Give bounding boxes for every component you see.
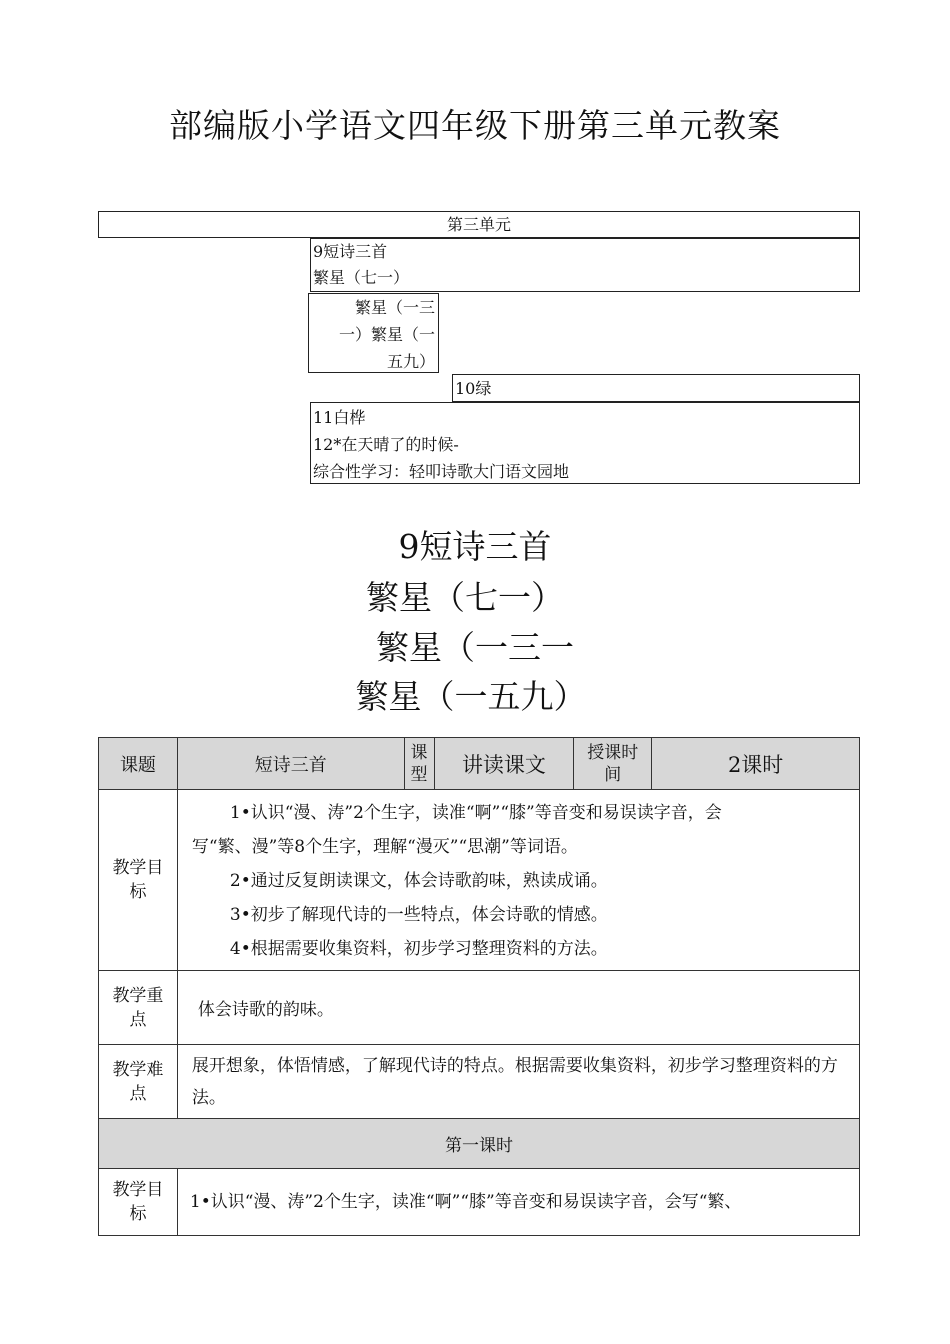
hours-value: 2课时 [652,738,860,790]
goals-label: 教学目 标 [99,790,178,971]
unit-item: 繁星（一三 [354,298,435,317]
document-title: 部编版小学语文四年级下册第三单元教案 [169,106,781,145]
unit-box-more [310,402,860,484]
lesson-plan-table [98,737,860,1236]
first-lesson-heading: 第一课时 [99,1119,860,1169]
lesson1-goal-text: 1•认识“漫、涛”2个生字，读准“啊”“膝”等音变和易误读字音，会写“繁、 [177,1169,859,1236]
goal-line: 1•认识“漫、涛”2个生字，读准“啊”“膝”等音变和易误读字音，会 [229,803,722,823]
difficulty-label: 教学难 点 [99,1045,178,1119]
difficulty-text: 展开想象，体悟情感，了解现代诗的特点。根据需要收集资料，初步学习整理资料的方法。 [177,1045,859,1119]
hours-label: 授课时 间 [574,738,652,790]
type-value: 讲读课文 [434,738,574,790]
lesson-heading-line: 繁星（一五九） [355,677,587,716]
unit-item: 12*在天晴了的时候- [313,435,459,454]
focus-text: 体会诗歌的韵味。 [177,971,859,1045]
unit-item: 11白桦 [313,408,366,427]
lesson-heading-line: 9短诗三首 [398,527,552,566]
lesson-heading-line: 繁星（七一） [366,578,564,617]
unit-item: 综合性学习：轻叩诗歌大门语文园地 [313,462,570,481]
unit-item: 繁星（七一） [313,268,410,287]
unit-box-poems [310,238,860,292]
goal-line: 4•根据需要收集资料，初步学习整理资料的方法。 [229,939,608,959]
unit-box-stars [308,293,439,373]
topic-value: 短诗三首 [177,738,404,790]
type-label: 课 型 [404,738,434,790]
lesson1-goal-label: 教学目 标 [99,1169,178,1236]
lesson-heading-line: 繁星（一三一 [376,628,574,667]
unit-item: 9短诗三首 [313,242,388,261]
goal-line: 写“繁、漫”等8个生字，理解“漫灭”“思潮”等词语。 [191,837,578,857]
unit-box-green: 10绿 [452,374,860,402]
goal-line: 2•通过反复朗读课文，体会诗歌韵味，熟读成诵。 [229,871,608,891]
focus-label: 教学重 点 [99,971,178,1045]
unit-item: 五九） [386,352,435,371]
goal-line: 3•初步了解现代诗的一些特点，体会诗歌的情感。 [229,905,608,925]
goals-cell [177,790,859,971]
unit-header: 第三单元 [98,211,860,238]
topic-label: 课题 [99,738,178,790]
unit-item: 一）繁星（一 [338,325,435,344]
